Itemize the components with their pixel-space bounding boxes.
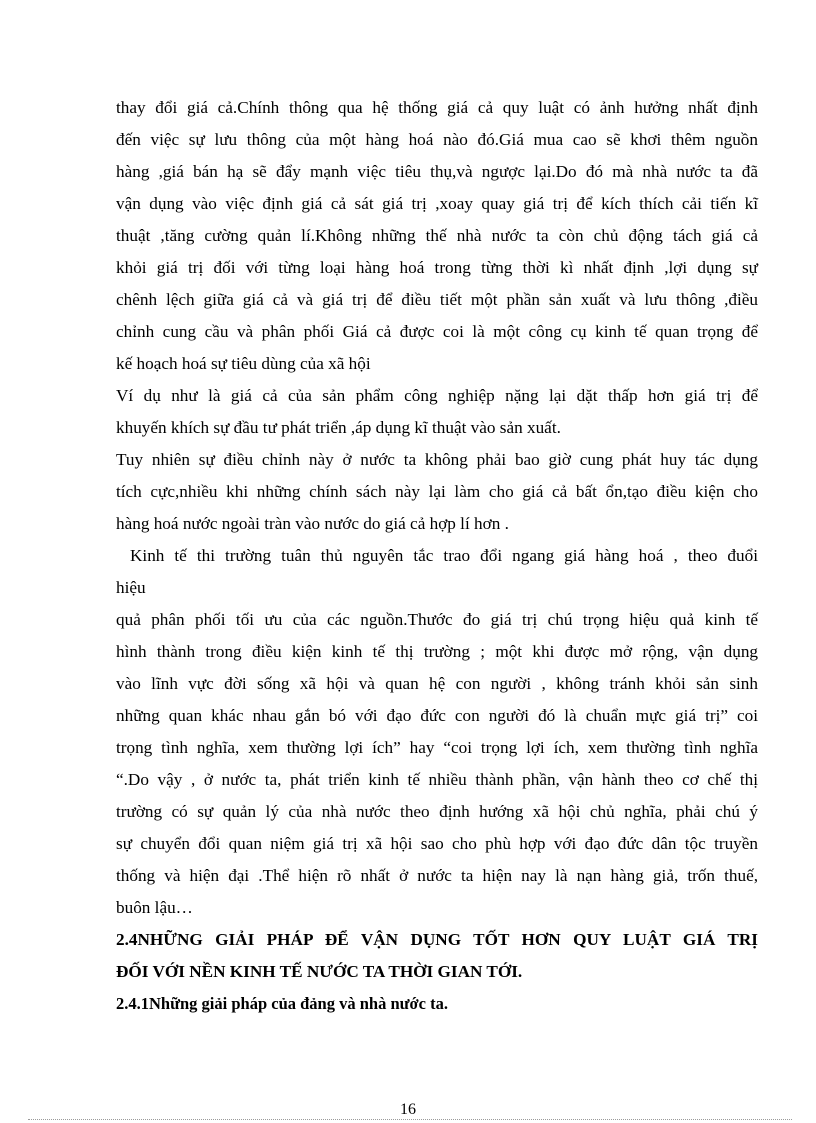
text-line: hàng hoá nước ngoài tràn vào nước do giá cả hợp lí hơn .	[116, 514, 509, 533]
text-line: vào lĩnh vực đời sống xã hội và quan hệ con người , không tránh khỏi sản sinh	[116, 674, 758, 693]
text-line: khuyến khích sự đầu tư phát triển ,áp dụng kĩ thuật vào sản xuất.	[116, 418, 561, 437]
subsection-heading: 2.4.1Những giải pháp của đảng và nhà nước ta.	[116, 994, 448, 1013]
text-line: thay đổi giá cả.Chính thông qua hệ thống giá cả quy luật có ảnh hưởng nhất định	[116, 98, 758, 117]
text-line: những quan khác nhau gắn bó với đạo đức con người đó là chuẩn mực giá trị” coi	[116, 706, 758, 725]
text-line: sự chuyển đổi quan niệm giá trị xã hội sao cho phù hợp với đạo đức dân tộc truyền	[116, 834, 758, 853]
text-line: Kinh tế thi trường tuân thủ nguyên tắc trao đổi ngang giá hàng hoá , theo đuổi	[130, 546, 758, 565]
text-line: trọng tình nghĩa, xem thường lợi ích” hay “coi trọng lợi ích, xem thường tình nghĩa	[116, 738, 758, 757]
page-content	[116, 92, 758, 1020]
text-line: Tuy nhiên sự điều chỉnh này ở nước ta không phải bao giờ cung phát huy tác dụng	[116, 450, 758, 469]
text-line: tích cực,nhiều khi những chính sách này lại làm cho giá cả bất ổn,tạo điều kiện cho	[116, 482, 758, 501]
text-line: hàng ,giá bán hạ sẽ đẩy mạnh việc tiêu thụ,và ngược lại.Do đó mà nhà nước ta đã	[116, 162, 758, 181]
text-line: Ví dụ như là giá cả của sản phẩm công nghiệp nặng lại dặt thấp hơn giá trị để	[116, 386, 758, 405]
text-line: thống và hiện đại .Thể hiện rõ nhất ở nước ta hiện nay là nạn hàng giả, trốn thuế,	[116, 866, 758, 885]
section-heading-line: ĐỐI VỚI NỀN KINH TẾ NƯỚC TA THỜI GIAN TỚI.	[116, 962, 523, 981]
text-line: trường có sự quản lý của nhà nước theo định hướng xã hội chủ nghĩa, phải chú ý	[116, 802, 758, 821]
text-line: quả phân phối tối ưu của các nguồn.Thước đo giá trị chú trọng hiệu quả kinh tế	[116, 610, 758, 629]
text-line: “.Do vậy , ở nước ta, phát triển kinh tế nhiều thành phần, vận hành theo cơ chế thị	[116, 770, 758, 789]
text-line: vận dụng vào việc định giá cả sát giá trị ,xoay quay giá trị để kích thích cải tiến kĩ	[116, 194, 758, 213]
text-line: kế hoạch hoá sự tiêu dùng của xã hội	[116, 354, 371, 373]
section-heading-line: 2.4NHỮNG GIẢI PHÁP ĐỂ VẬN DỤNG TỐT HƠN QUY LUẬT GIÁ TRỊ	[116, 930, 758, 949]
footer-divider	[28, 1119, 792, 1120]
page-number: 16	[400, 1101, 416, 1118]
text-line: hiệu	[116, 578, 146, 597]
text-line: chênh lệch giữa giá cả và giá trị để điều tiết một phần sản xuất và lưu thông ,điều	[116, 290, 758, 309]
text-line: buôn lậu…	[116, 898, 193, 917]
text-line: hình thành trong điều kiện kinh tế thị trường ; một khi được mở rộng, vận dụng	[116, 642, 758, 661]
text-line: chỉnh cung cầu và phân phối Giá cả được coi là một công cụ kinh tế quan trọng để	[116, 322, 758, 341]
text-line: khỏi giá trị đối với từng loại hàng hoá trong từng thời kì nhất định ,lợi dụng sự	[116, 258, 758, 277]
text-line: đến việc sự lưu thông của một hàng hoá nào đó.Giá mua cao sẽ khơi thêm nguồn	[116, 130, 758, 149]
text-line: thuật ,tăng cường quản lí.Không những thế nhà nước ta còn chủ động tách giá cả	[116, 226, 758, 245]
